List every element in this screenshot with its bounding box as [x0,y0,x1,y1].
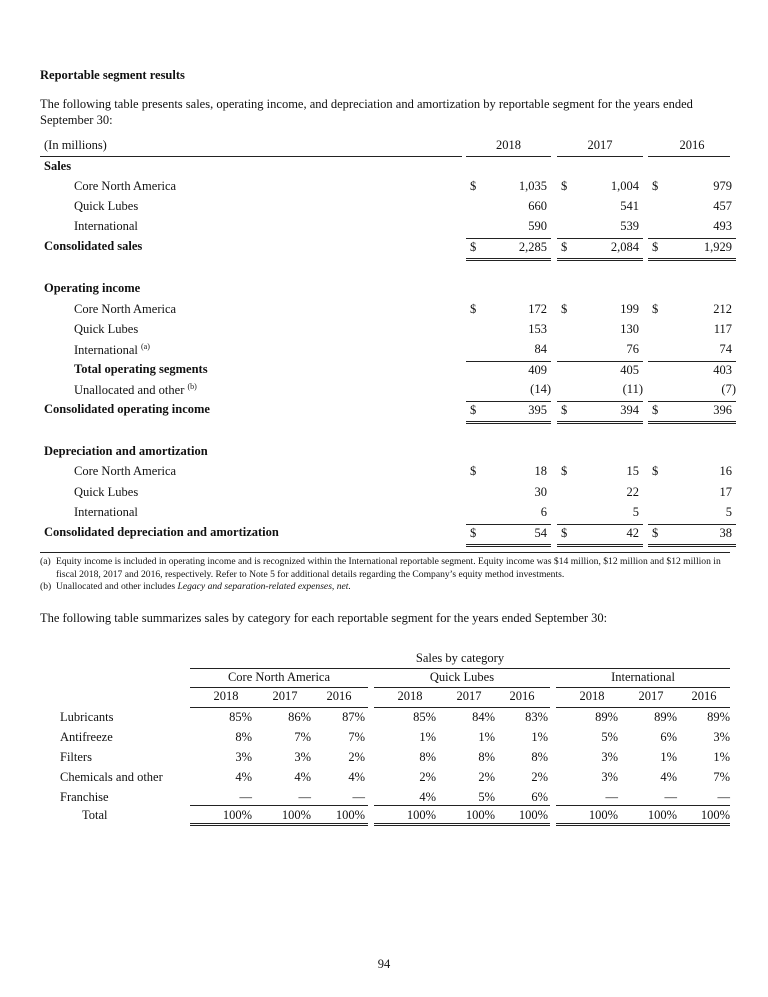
table-row [40,219,730,239]
total-row [40,238,730,258]
cell-value: 18 [534,464,547,478]
header-rule [466,156,551,157]
percent-cell: 8% [419,750,436,764]
currency-symbol: $ [652,464,659,478]
year-header: 2017 [456,689,482,703]
cell-value: (11) [622,382,643,396]
year-rule [190,707,368,708]
row-label: International [74,505,138,519]
footnote-ref-a: (a) [141,342,150,351]
header-rule [557,156,643,157]
cell-value: 409 [528,363,547,377]
currency-symbol: $ [561,302,568,316]
percent-cell: 3% [713,730,730,744]
cell-value: 2,285 [518,240,547,254]
cell-value: 1,004 [610,179,639,193]
percent-cell: — [352,790,365,804]
row-label-text: International [74,343,138,358]
percent-cell: 100% [335,808,365,822]
total-row [40,524,730,544]
percent-cell: 100% [465,808,495,822]
total-rule [374,805,550,806]
row-label: Core North America [74,179,177,193]
row-label: Quick Lubes [74,199,139,213]
row-label: Total operating segments [74,362,208,376]
currency-symbol: $ [470,302,477,316]
percent-cell: 89% [707,710,730,724]
percent-cell: 3% [294,750,311,764]
page-number: 94 [377,957,391,971]
group-rule [374,687,550,688]
group-header: Core North America [227,670,331,684]
row-label: Core North America [74,302,177,316]
percent-cell: 8% [478,750,495,764]
currency-symbol: $ [470,403,477,417]
currency-symbol: $ [561,526,568,540]
footnote-rule [40,552,730,553]
currency-symbol: $ [652,240,659,254]
year-header: 2017 [272,689,298,703]
percent-cell: 2% [419,770,436,784]
percent-cell: 1% [478,730,495,744]
operating-income-heading: Operating income [44,281,141,295]
percent-cell: 4% [235,770,252,784]
currency-symbol: $ [470,179,477,193]
category-label: Lubricants [60,710,114,724]
footnote-italic-text: Legacy and separation-related expenses, net. [177,581,351,592]
percent-cell: — [664,790,677,804]
cell-value: 396 [713,403,732,417]
cell-value: 403 [713,363,732,377]
percent-cell: 4% [348,770,365,784]
currency-symbol: $ [561,403,568,417]
currency-symbol: $ [652,179,659,193]
percent-cell: 89% [595,710,618,724]
percent-cell: 100% [647,808,677,822]
total-rule [190,805,368,806]
percent-cell: 84% [472,710,495,724]
currency-symbol: $ [470,240,477,254]
row-label: Consolidated depreciation and amortization [44,525,279,539]
section-heading-row [40,444,730,464]
category-label: Filters [60,750,92,764]
cell-value: 6 [540,505,547,519]
group-rule [556,687,730,688]
percent-cell: 85% [413,710,436,724]
section-heading-row [40,159,730,179]
category-label: Antifreeze [60,730,113,744]
cell-value: 590 [528,219,547,233]
cell-value: 130 [620,322,639,336]
percent-cell: — [239,790,252,804]
percent-cell: 4% [419,790,436,804]
footnote-marker: (b) [40,581,52,592]
currency-symbol: $ [652,302,659,316]
row-label: Quick Lubes [74,485,139,499]
table-row [40,322,730,342]
percent-cell: 4% [294,770,311,784]
currency-symbol: $ [652,526,659,540]
year-header: 2018 [579,689,605,703]
table-row [40,342,730,362]
currency-symbol: $ [470,526,477,540]
percent-cell: 5% [478,790,495,804]
row-label: Core North America [74,464,177,478]
percent-cell: 100% [588,808,618,822]
percent-cell: 83% [525,710,548,724]
cell-value: 979 [713,179,732,193]
cell-value: 16 [719,464,732,478]
year-header: 2017 [587,138,613,152]
footnotes [40,556,740,594]
percent-cell: 100% [222,808,252,822]
row-label: International [74,219,138,233]
percent-cell: 7% [294,730,311,744]
percent-cell: — [605,790,618,804]
year-rule [556,707,730,708]
table-row [40,199,730,219]
cell-value: (7) [721,382,736,396]
year-header: 2016 [509,689,535,703]
cell-value: 30 [534,485,547,499]
cell-value: 1,035 [518,179,547,193]
row-label: Quick Lubes [74,322,139,336]
percent-cell: 2% [478,770,495,784]
percent-cell: 100% [281,808,311,822]
cell-value: 38 [719,526,732,540]
row-label: Consolidated operating income [44,402,210,416]
table-row [40,302,730,322]
cell-value: 212 [713,302,732,316]
table-row [40,485,730,505]
percent-cell: 3% [601,750,618,764]
total-rule [556,805,730,806]
footnote-marker: (a) [40,556,51,567]
year-header: 2018 [213,689,239,703]
footnote-text: Equity income is included in operating income and is recognized within the International reportable segment. Equity income was $14 million, $12 million and $12 million in fiscal 2018, 2017 and 2016, respectively. Refer to Note 5 for additional details regarding the Company’s equity method investments. [56,556,721,580]
footnote-b [40,581,740,594]
cell-value: 457 [713,199,732,213]
percent-cell: 1% [531,730,548,744]
group-header: Quick Lubes [429,670,495,684]
cell-value: 493 [713,219,732,233]
table2-title-rule [190,668,730,669]
table-row [40,179,730,199]
percent-cell: 85% [229,710,252,724]
depreciation-heading: Depreciation and amortization [44,444,208,458]
cell-value: 15 [626,464,639,478]
intro-paragraph: The following table presents sales, operating income, and depreciation and amortization by reportable segment for the years ended September 30: [40,97,693,127]
percent-cell: 86% [288,710,311,724]
year-header: 2016 [691,689,717,703]
cell-value: 84 [534,342,547,356]
percent-cell: 7% [348,730,365,744]
percent-cell: 6% [660,730,677,744]
cell-value: 2,084 [610,240,639,254]
percent-cell: 5% [601,730,618,744]
cell-value: 76 [626,342,639,356]
cell-value: 660 [528,199,547,213]
cell-value: 199 [620,302,639,316]
percent-cell: 8% [235,730,252,744]
section-heading-row [40,281,730,301]
footnote-a [40,556,740,581]
sales-heading: Sales [44,159,72,173]
percent-cell: — [717,790,730,804]
cell-value: 394 [620,403,639,417]
cell-value: 117 [713,322,732,336]
percent-cell: 1% [419,730,436,744]
currency-symbol: $ [561,464,568,478]
percent-cell: 87% [342,710,365,724]
subtotal-row [40,361,730,381]
percent-cell: 100% [518,808,548,822]
table-row [40,382,736,402]
percent-cell: — [298,790,311,804]
currency-symbol: $ [652,403,659,417]
unit-label: (In millions) [44,138,107,152]
cell-value: 153 [528,322,547,336]
percent-cell: 100% [406,808,436,822]
cell-value: 1,929 [703,240,732,254]
year-header: 2016 [326,689,352,703]
percent-cell: 8% [531,750,548,764]
total-double-rule [374,823,550,826]
percent-cell: 100% [700,808,730,822]
header-rule [40,156,462,157]
currency-symbol: $ [561,179,568,193]
percent-cell: 3% [235,750,252,764]
footnote-ref-b: (b) [187,382,197,391]
row-label-text: Unallocated and other [74,383,185,398]
row-label [74,382,197,398]
footnote-text: Unallocated and other includes [56,581,178,592]
year-header: 2016 [679,138,705,152]
header-rule [648,156,730,157]
cell-value: 5 [632,505,639,519]
cell-value: 541 [620,199,639,213]
cell-value: (14) [530,382,551,396]
percent-cell: 4% [660,770,677,784]
year-rule [374,707,550,708]
percent-cell: 7% [713,770,730,784]
percent-cell: 6% [531,790,548,804]
percent-cell: 1% [713,750,730,764]
percent-cell: 89% [654,710,677,724]
intro-paragraph-2: The following table summarizes sales by category for each reportable segment for the years ended September 30: [40,611,608,625]
cell-value: 395 [528,403,547,417]
total-double-rule [190,823,368,826]
total-double-rule [556,823,730,826]
cell-value: 54 [534,526,547,540]
year-header: 2017 [638,689,664,703]
year-header: 2018 [397,689,423,703]
row-label: Consolidated sales [44,239,143,253]
table-row [40,464,730,484]
table1-header [40,138,730,158]
cell-value: 22 [626,485,639,499]
percent-cell: 1% [660,750,677,764]
row-label [74,342,150,358]
category-label: Chemicals and other [60,770,163,784]
cell-value: 539 [620,219,639,233]
total-row [40,401,730,421]
category-label: Franchise [60,790,109,804]
group-rule [190,687,368,688]
percent-cell: 2% [531,770,548,784]
cell-value: 5 [725,505,732,519]
cell-value: 172 [528,302,547,316]
cell-value: 405 [620,363,639,377]
cell-value: 42 [626,526,639,540]
section-title: Reportable segment results [40,68,185,82]
cell-value: 74 [719,342,732,356]
year-header: 2018 [496,138,521,152]
total-label: Total [82,808,108,822]
currency-symbol: $ [561,240,568,254]
group-header: International [611,670,675,684]
table2-title: Sales by category [415,651,505,665]
table-row [40,505,730,525]
currency-symbol: $ [470,464,477,478]
percent-cell: 3% [601,770,618,784]
cell-value: 17 [719,485,732,499]
percent-cell: 2% [348,750,365,764]
